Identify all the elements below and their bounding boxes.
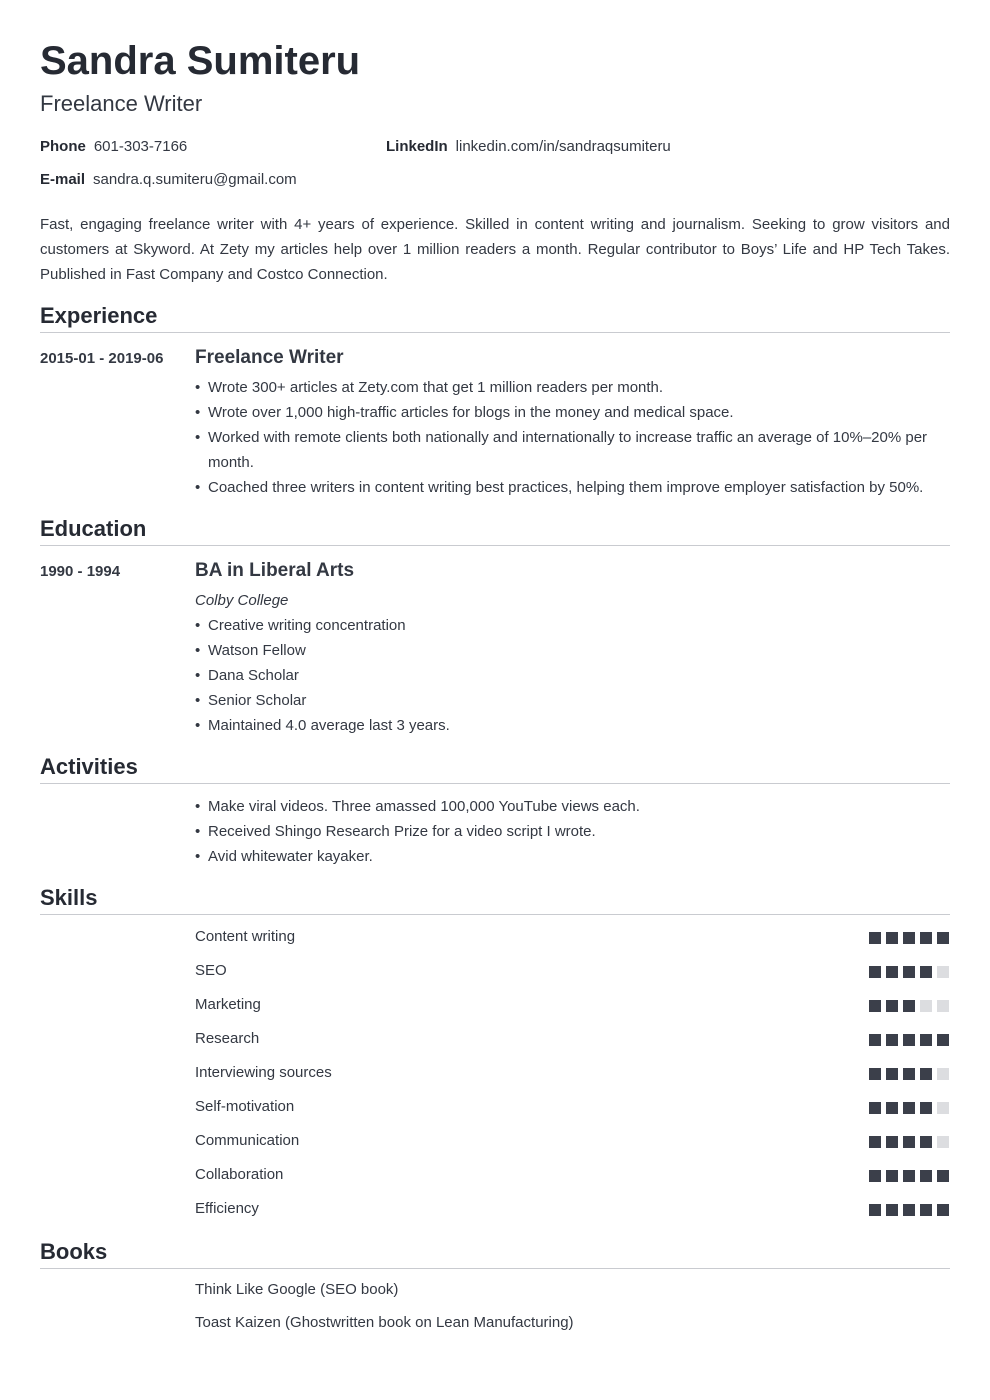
list-item: • Coached three writers in content writing best practices, helping them improve employer satisfaction by 50%. <box>195 475 950 500</box>
contact-linkedin <box>386 137 671 157</box>
candidate-title: Freelance Writer <box>40 91 203 116</box>
book-item: Think Like Google (SEO book) <box>195 1281 399 1298</box>
rating-square-filled <box>920 1136 932 1148</box>
list-item: • Maintained 4.0 average last 3 years. <box>195 713 950 738</box>
rating-square-filled <box>903 966 915 978</box>
rating-square-empty <box>937 966 949 978</box>
rating-square-filled <box>903 932 915 944</box>
list-item: • Make viral videos. Three amassed 100,000 YouTube views each. <box>195 794 950 819</box>
experience-job-title: Freelance Writer <box>195 347 344 368</box>
experience-bullets <box>195 375 950 500</box>
rating-square-empty <box>937 1136 949 1148</box>
rating-square-filled <box>920 932 932 944</box>
skill-rating <box>869 932 949 944</box>
linkedin-label: LinkedIn <box>386 138 448 155</box>
rating-square-filled <box>903 1034 915 1046</box>
rating-square-filled <box>903 1068 915 1080</box>
phone-label: Phone <box>40 138 86 155</box>
rating-square-filled <box>886 1204 898 1216</box>
list-item: • Watson Fellow <box>195 638 950 663</box>
profile-summary: Fast, engaging freelance writer with 4+ years of experience. Skilled in content writing and journalism. Seeking to grow visitors and customers at Skyword. At Zety my articles help over 1 million readers a month. Regular contributor to Boys’ Life and HP Tech Takes. Published in Fast Company and Costco Connection. <box>40 216 950 283</box>
skill-rating <box>869 1068 949 1080</box>
rating-square-filled <box>869 966 881 978</box>
skill-name: Communication <box>195 1132 300 1149</box>
rating-square-filled <box>920 1068 932 1080</box>
skill-name: Marketing <box>195 996 261 1013</box>
rating-square-filled <box>869 1102 881 1114</box>
rating-square-filled <box>869 1204 881 1216</box>
experience-heading: Experience <box>40 302 950 333</box>
phone-value: 601-303-7166 <box>93 138 188 155</box>
books-list <box>195 1280 950 1346</box>
rating-square-filled <box>937 1034 949 1046</box>
list-item: • Avid whitewater kayaker. <box>195 844 950 869</box>
rating-square-empty <box>937 1102 949 1114</box>
skills-heading: Skills <box>40 884 950 915</box>
skill-row <box>195 989 950 1023</box>
rating-square-filled <box>869 932 881 944</box>
skill-row <box>195 1091 950 1125</box>
books-heading: Books <box>40 1238 950 1269</box>
skill-row <box>195 921 950 955</box>
skill-name: Collaboration <box>195 1166 284 1183</box>
rating-square-filled <box>920 966 932 978</box>
list-item: • Worked with remote clients both nationally and internationally to increase traffic an average of 10%–20% per month. <box>195 425 950 475</box>
list-item: • Creative writing concentration <box>195 613 950 638</box>
skill-name: Research <box>195 1030 260 1047</box>
rating-square-filled <box>886 1136 898 1148</box>
skill-name: Interviewing sources <box>195 1064 332 1081</box>
rating-square-filled <box>886 1000 898 1012</box>
rating-square-filled <box>886 966 898 978</box>
skill-row <box>195 1023 950 1057</box>
candidate-name: Sandra Sumiteru <box>40 39 361 83</box>
rating-square-filled <box>903 1170 915 1182</box>
skill-name: Content writing <box>195 928 296 945</box>
rating-square-filled <box>903 1136 915 1148</box>
email-value: sandra.q.sumiteru@gmail.com <box>93 171 297 188</box>
rating-square-filled <box>903 1204 915 1216</box>
rating-square-filled <box>869 1034 881 1046</box>
skill-rating <box>869 1034 949 1046</box>
rating-square-empty <box>937 1000 949 1012</box>
skill-row <box>195 1125 950 1159</box>
list-item: • Wrote over 1,000 high-traffic articles for blogs in the money and medical space. <box>195 400 950 425</box>
education-school: Colby College <box>195 592 289 609</box>
skill-rating <box>869 1204 949 1216</box>
rating-square-filled <box>937 1204 949 1216</box>
email-label: E-mail <box>40 171 86 188</box>
education-heading: Education <box>40 515 950 546</box>
skill-row <box>195 1193 950 1227</box>
list-item: • Dana Scholar <box>195 663 950 688</box>
skill-rating <box>869 1000 949 1012</box>
skill-rating <box>869 966 949 978</box>
activities-bullets <box>195 794 950 869</box>
skills-list <box>195 921 950 1227</box>
skill-rating <box>869 1170 949 1182</box>
education-degree: BA in Liberal Arts <box>195 560 355 581</box>
rating-square-filled <box>903 1102 915 1114</box>
rating-square-filled <box>869 1136 881 1148</box>
skill-rating <box>869 1102 949 1114</box>
rating-square-empty <box>937 1068 949 1080</box>
education-bullets <box>195 613 950 738</box>
skill-name: Self-motivation <box>195 1098 295 1115</box>
rating-square-filled <box>886 1068 898 1080</box>
rating-square-filled <box>869 1170 881 1182</box>
skill-row <box>195 1057 950 1091</box>
rating-square-empty <box>920 1000 932 1012</box>
skill-row <box>195 1159 950 1193</box>
list-item: • Senior Scholar <box>195 688 950 713</box>
rating-square-filled <box>886 1102 898 1114</box>
rating-square-filled <box>903 1000 915 1012</box>
rating-square-filled <box>869 1000 881 1012</box>
list-item: • Received Shingo Research Prize for a video script I wrote. <box>195 819 950 844</box>
contact-phone <box>40 137 187 157</box>
education-dates: 1990 - 1994 <box>40 563 121 580</box>
contact-email <box>40 170 297 190</box>
skill-rating <box>869 1136 949 1148</box>
activities-heading: Activities <box>40 753 950 784</box>
rating-square-filled <box>937 1170 949 1182</box>
rating-square-filled <box>869 1068 881 1080</box>
book-item: Toast Kaizen (Ghostwritten book on Lean Manufacturing) <box>195 1314 574 1331</box>
rating-square-filled <box>920 1034 932 1046</box>
rating-square-filled <box>920 1204 932 1216</box>
linkedin-value: linkedin.com/in/sandraqsumiteru <box>455 138 671 155</box>
skill-name: SEO <box>195 962 227 979</box>
list-item: • Wrote 300+ articles at Zety.com that get 1 million readers per month. <box>195 375 950 400</box>
experience-dates: 2015-01 - 2019-06 <box>40 350 164 367</box>
rating-square-filled <box>886 1170 898 1182</box>
rating-square-filled <box>920 1170 932 1182</box>
skill-row <box>195 955 950 989</box>
rating-square-filled <box>886 932 898 944</box>
rating-square-filled <box>937 932 949 944</box>
skill-name: Efficiency <box>195 1200 259 1217</box>
rating-square-filled <box>886 1034 898 1046</box>
rating-square-filled <box>920 1102 932 1114</box>
